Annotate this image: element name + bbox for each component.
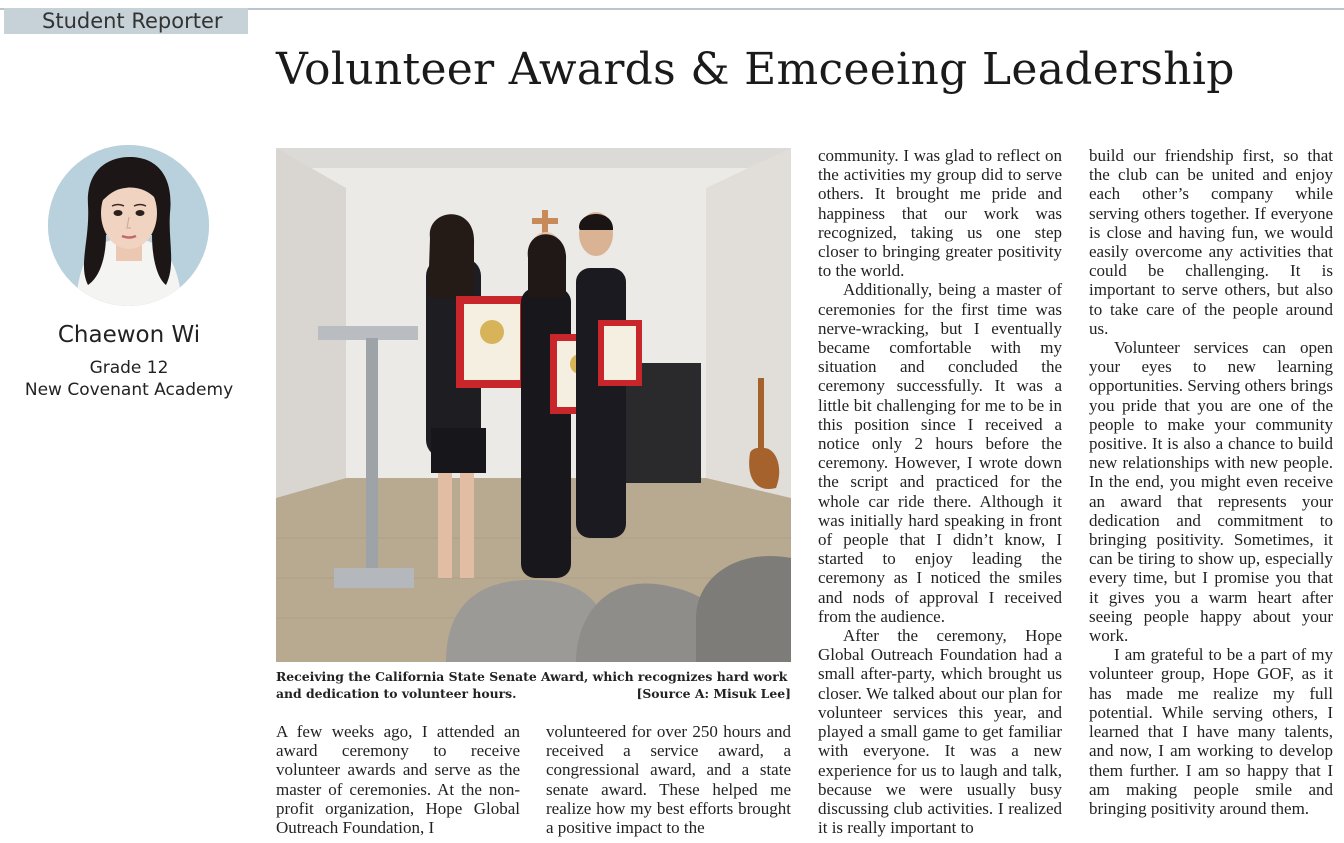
article-column-4 <box>1089 146 1333 818</box>
article-column-2 <box>546 722 791 837</box>
article-paragraph: After the ceremony, Hope Global Outreach Foundation had a small after-party, which brought us closer. We talked about our plan for volunteer services this year, and played a small game to get familiar with everyone. It was a new experience for us to laugh and talk, because we were usually busy discussing club activities. I realized it is really important to <box>818 626 1062 838</box>
award-ceremony-illustration <box>276 148 791 662</box>
article-paragraph: A few weeks ago, I attended an award ceremony to receive volunteer awards and serve as the master of ceremonies. At the non-profit organization, Hope Global Outreach Foundation, I <box>276 722 520 838</box>
photo-caption <box>276 668 791 702</box>
article-paragraph: Volunteer services can open your eyes to new learning opportunities. Serving others brings you pride that you are one of the people to make your community positive. It is also a chance to build new relationships with new people. In the end, you might even receive an award that represents your dedication and commitment to bringing positivity. Sometimes, it can be tiring to show up, especially every time, but I promise you that it gives you a warm heart after seeing people happy about your work. <box>1089 338 1333 646</box>
caption-line-1: Receiving the California State Senate Award, which recognizes hard work <box>276 669 788 684</box>
author-grade: Grade 12 <box>89 358 169 378</box>
article-column-1 <box>276 722 520 837</box>
author-school: New Covenant Academy <box>24 380 234 400</box>
article-paragraph: community. I was glad to reflect on the activities my group did to serve others. It brought me pride and happiness that our work was recognized, taking us one step closer to bringing greater positivity to the world. <box>818 146 1062 281</box>
article-paragraph: Additionally, being a master of ceremonies for the first time was nerve-wracking, but I eventually became comfortable with my situation and concluded the ceremony successfully. It was a little bit challenging for me to be in this position since I received a notice only 2 hours before the ceremony. However, I wrote down the script and practiced for the whole car ride there. Although it was initially hard speaking in front of people that I didn’t know, I started to enjoy leading the ceremony as I noticed the smiles and nods of approval I received from the audience. <box>818 280 1062 626</box>
author-avatar <box>48 145 209 306</box>
section-label: Student Reporter <box>4 8 248 34</box>
article-paragraph: I am grateful to be a part of my volunteer group, Hope GOF, as it has made me realize my full potential. While serving others, I learned that I have many talents, and now, I am working to develop them further. I am so happy that I am making people smile and bringing positivity around them. <box>1089 645 1333 818</box>
author-portrait-illustration <box>48 145 209 306</box>
photo-source: [Source A: Misuk Lee] <box>636 686 791 701</box>
headline: Volunteer Awards & Emceeing Leadership <box>276 44 1235 95</box>
author-name: Chaewon Wi <box>57 322 201 348</box>
award-photo <box>276 148 791 662</box>
caption-line-2-text: and dedication to volunteer hours. <box>276 686 517 701</box>
caption-line-2 <box>276 685 791 702</box>
article-paragraph: build our friendship first, so that the club can be united and enjoy each other’s company while serving others together. If everyone is close and having fun, we would easily overcome any activities that could be challenging. It is important to serve others, but also to take care of the people around us. <box>1089 146 1333 338</box>
article-paragraph: volunteered for over 250 hours and received a service award, a congressional award, and a state senate award. These helped me realize how my best efforts brought a positive impact to the <box>546 722 791 838</box>
article-column-3 <box>818 146 1062 837</box>
